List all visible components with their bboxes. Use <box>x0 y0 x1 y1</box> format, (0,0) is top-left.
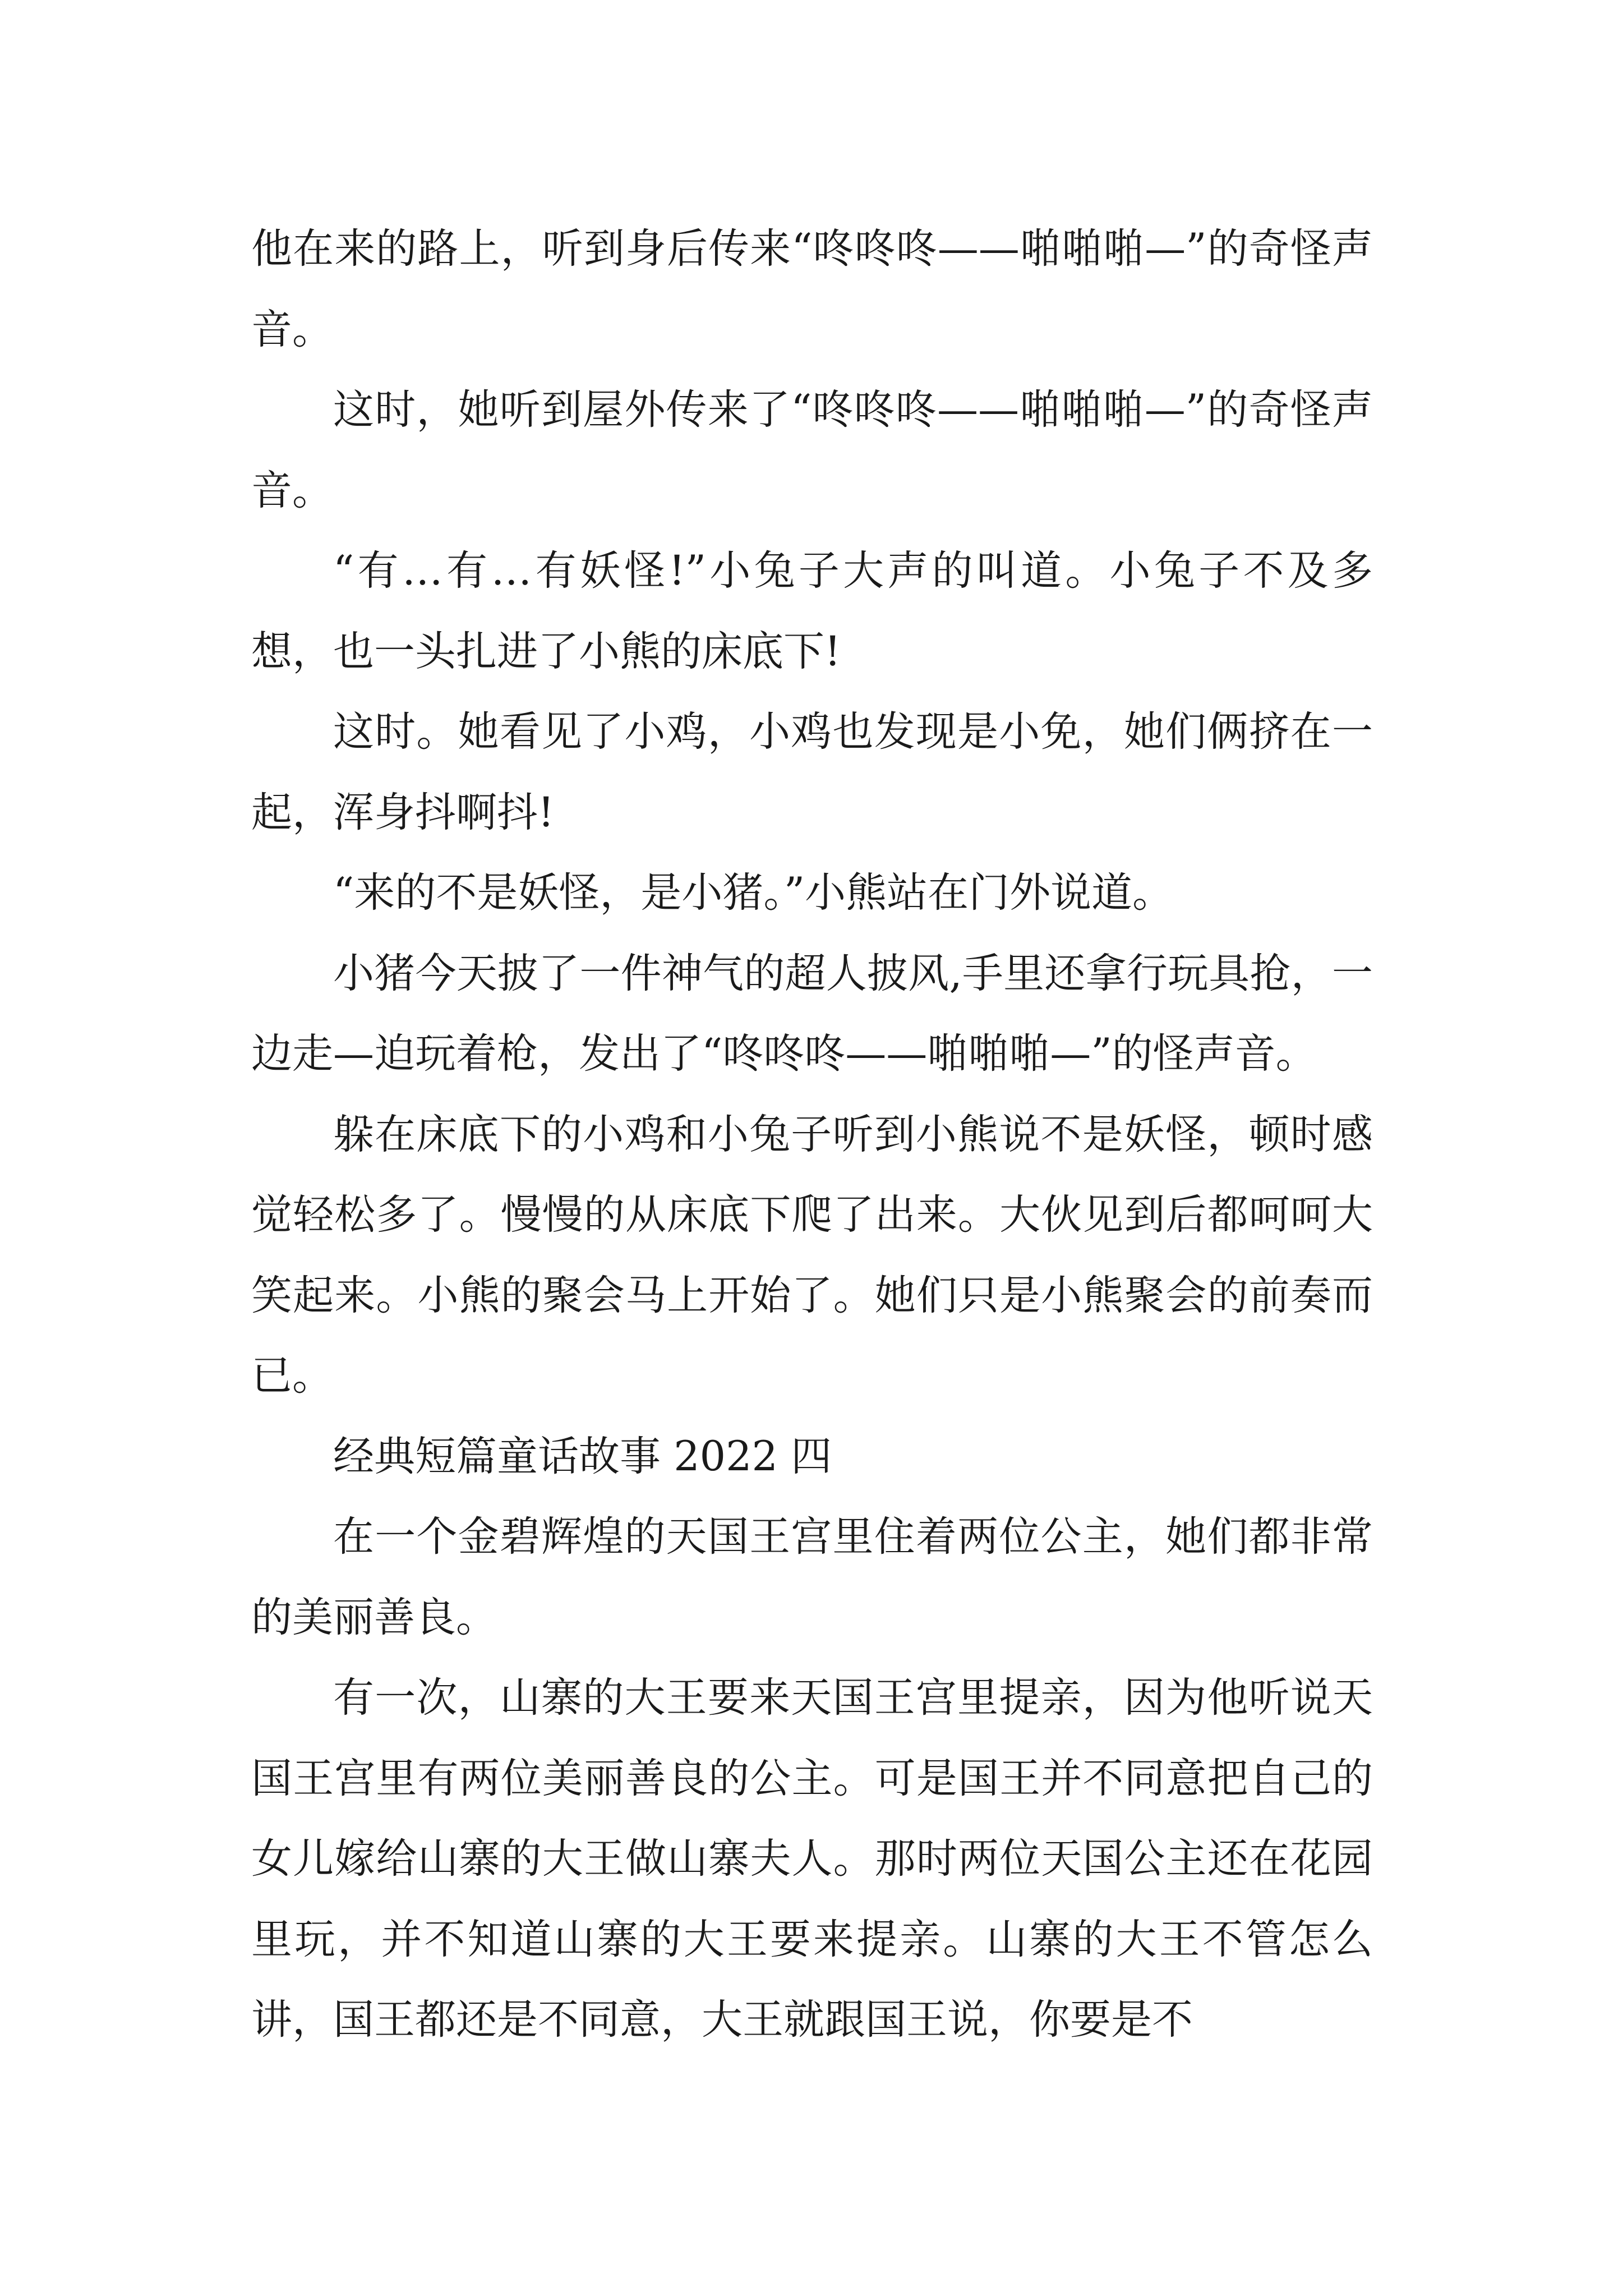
paragraph-8: 在一个金碧辉煌的天国王宫里住着两位公主，她们都非常的美丽善良。 <box>251 1513 1373 1641</box>
document-body <box>251 209 1373 2060</box>
paragraph-2: 这时，她听到屋外传来了“咚咚咚——啪啪啪—”的奇怪声音。 <box>251 386 1373 514</box>
paragraph-1: 他在来的路上，听到身后传来“咚咚咚——啪啪啪—”的奇怪声音。 <box>251 225 1373 353</box>
paragraph-9: 有一次，山寨的大王要来天国王宫里提亲，因为他听说天国王宫里有两位美丽善良的公主。可是国王并不同意把自己的女儿嫁给山寨的大王做山寨夫人。那时两位天国公主还在花园里玩，并不知道山寨的大王要来提亲。山寨的大王不管怎么讲，国王都还是不同意，大王就跟国王说，你要是不 <box>251 1674 1373 2044</box>
paragraph-3: “有…有…有妖怪!”小兔子大声的叫道。小兔子不及多想，也一头扎进了小熊的床底下! <box>251 547 1373 675</box>
paragraph-5: “来的不是妖怪，是小猪。”小熊站在门外说道。 <box>333 869 1174 917</box>
paragraph-7: 躲在床底下的小鸡和小兔子听到小熊说不是妖怪，顿时感觉轻松多了。慢慢的从床底下爬了出来。大伙见到后都呵呵大笑起来。小熊的聚会马上开始了。她们只是小熊聚会的前奏而已。 <box>251 1110 1373 1400</box>
paragraph-4: 这时。她看见了小鸡，小鸡也发现是小免，她们俩挤在一起，浑身抖啊抖! <box>251 708 1373 836</box>
section-heading: 经典短篇童话故事 2022 四 <box>333 1432 832 1480</box>
paragraph-6: 小猪今天披了一件神气的超人披风,手里还拿行玩具抢，一边走—迫玩着枪，发出了“咚咚咚——啪啪啪—”的怪声音。 <box>251 949 1373 1078</box>
